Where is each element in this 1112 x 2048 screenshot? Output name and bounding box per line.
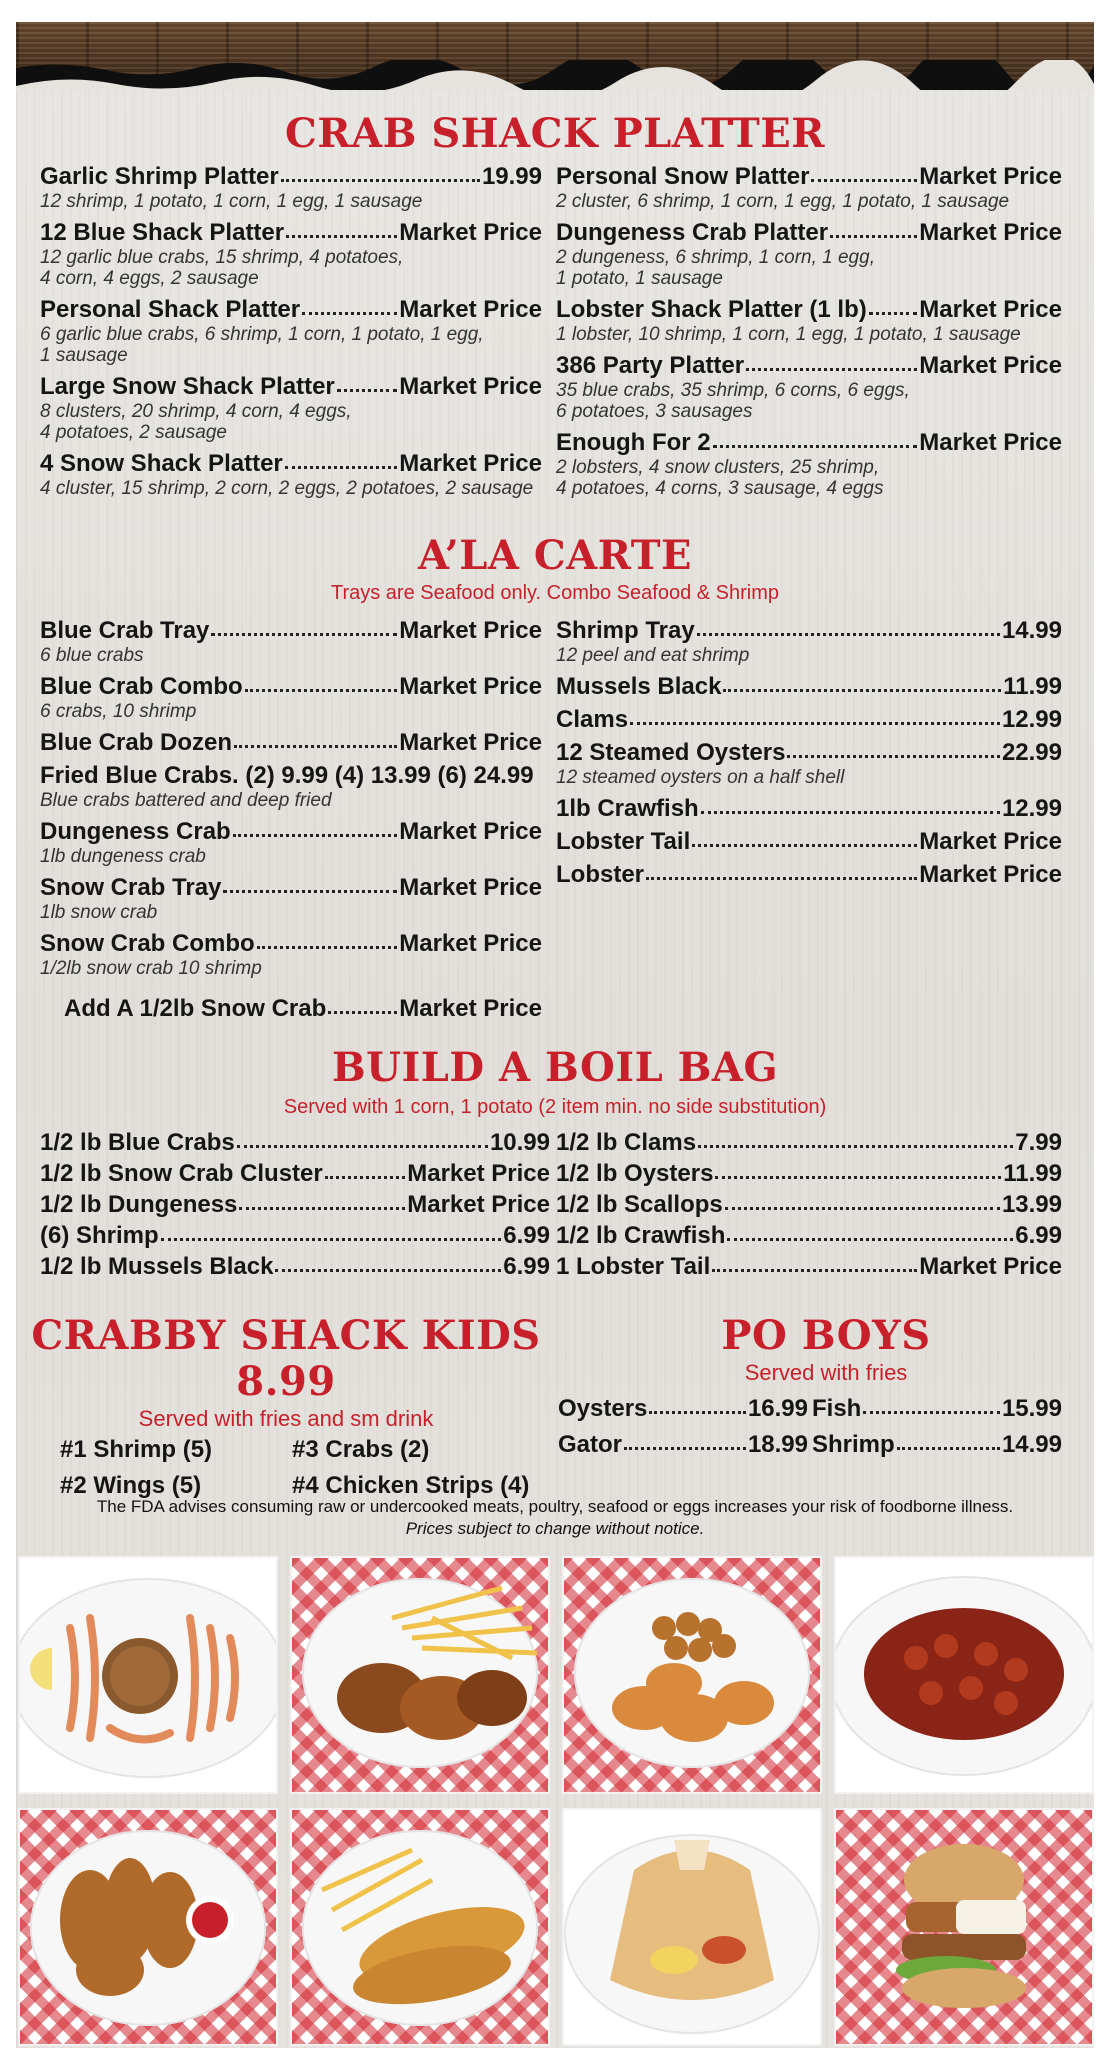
crab-cake-photo: [18, 1556, 278, 1794]
menu-item-name: Blue Crab Dozen: [40, 729, 233, 756]
menu-item: [40, 218, 542, 289]
menu-item-price: Market Price: [399, 673, 542, 700]
menu-item-description: 12 peel and eat shrimp: [556, 645, 750, 666]
dot-leader: [869, 312, 918, 315]
menu-item-price: 6.99: [1015, 1222, 1062, 1249]
a-la-carte-subtitle: Trays are Seafood only. Combo Seafood & Shrimp: [330, 582, 779, 604]
menu-item-description: 1 lobster, 10 shrimp, 1 corn, 1 egg, 1 potato, 1 sausage: [556, 324, 1021, 345]
menu-item-name: 1/2 lb Crawfish: [556, 1222, 726, 1249]
menu-item-price: Market Price: [919, 352, 1062, 379]
menu-item: [556, 738, 1062, 788]
menu-item-name: Mussels Black: [556, 673, 722, 700]
kids-item: #4 Chicken Strips (4): [292, 1472, 530, 1499]
dot-leader: [712, 1269, 917, 1272]
menu-item-price: Market Price: [919, 429, 1062, 456]
menu-item-description: 6 garlic blue crabs, 6 shrimp, 1 corn, 1 potato, 1 egg, 1 sausage: [40, 324, 484, 366]
po-boys-title: PO BOYS: [721, 1312, 931, 1359]
menu-item-name: Fried Blue Crabs. (2) 9.99 (4) 13.99 (6) 24.99: [40, 762, 534, 789]
menu-item: [40, 728, 542, 757]
menu-page: [16, 22, 1094, 2048]
dot-leader: [830, 235, 917, 238]
menu-item: [40, 616, 542, 666]
menu-item-name: 1/2 lb Snow Crab Cluster: [40, 1160, 323, 1187]
dot-leader: [701, 811, 1000, 814]
dot-leader: [281, 179, 480, 182]
menu-item-price: 19.99: [481, 163, 542, 190]
dot-leader: [692, 844, 917, 847]
menu-item-description: Blue crabs battered and deep fried: [40, 790, 332, 811]
menu-item-name: Blue Crab Tray: [40, 617, 210, 644]
menu-item-price: 11.99: [1003, 1160, 1062, 1187]
dot-leader: [239, 1207, 405, 1210]
menu-item-price: Market Price: [399, 874, 542, 901]
menu-item: [40, 1190, 550, 1219]
menu-item: [556, 1252, 1062, 1281]
menu-item: [40, 372, 542, 443]
menu-item-price: 10.99: [489, 1129, 550, 1156]
menu-item-name: Blue Crab Combo: [40, 673, 243, 700]
menu-item: [40, 761, 542, 811]
po-boy-price: 18.99: [747, 1431, 808, 1458]
menu-item-name: Clams: [556, 706, 629, 733]
menu-item-name: 4 Snow Shack Platter: [40, 450, 283, 477]
menu-item: [40, 1221, 550, 1250]
menu-item-name: Large Snow Shack Platter: [40, 373, 335, 400]
menu-item-price: Market Price: [919, 861, 1062, 888]
menu-item-price: 7.99: [1015, 1129, 1062, 1156]
menu-item-name: Lobster Shack Platter (1 lb): [556, 296, 867, 323]
menu-item-description: 2 lobsters, 4 snow clusters, 25 shrimp, 4 potatoes, 4 corns, 3 sausage, 4 eggs: [556, 457, 884, 499]
menu-item: [556, 1221, 1062, 1250]
menu-item-description: 2 cluster, 6 shrimp, 1 corn, 1 egg, 1 potato, 1 sausage: [556, 191, 1010, 212]
menu-item-price: Market Price: [399, 373, 542, 400]
menu-item-price: Market Price: [399, 930, 542, 957]
menu-item: [556, 1190, 1062, 1219]
menu-item-name: 1 Lobster Tail: [556, 1253, 711, 1280]
menu-item-price: 14.99: [1001, 617, 1062, 644]
menu-item-price: Market Price: [399, 818, 542, 845]
menu-item: [40, 1252, 550, 1281]
menu-item-name: Lobster Tail: [556, 828, 691, 855]
menu-item: [556, 794, 1062, 823]
boil-bag-left-column: [40, 1128, 550, 1283]
menu-item-description: 2 dungeness, 6 shrimp, 1 corn, 1 egg, 1 potato, 1 sausage: [556, 247, 875, 289]
menu-item-name: 12 Steamed Oysters: [556, 739, 786, 766]
po-boy-price: 16.99: [747, 1395, 808, 1422]
menu-item-price: 6.99: [503, 1253, 550, 1280]
menu-item: [40, 929, 542, 979]
menu-item-price: Market Price: [407, 1160, 550, 1187]
menu-item-name: 1/2 lb Blue Crabs: [40, 1129, 235, 1156]
crab-shack-platter-title: CRAB SHACK PLATTER: [285, 110, 825, 157]
menu-item: [556, 705, 1062, 734]
menu-item-description: 6 crabs, 10 shrimp: [40, 701, 197, 722]
po-boys-subtitle: Served with fries: [744, 1360, 908, 1385]
kids-price: 8.99: [236, 1358, 336, 1405]
menu-item-price: 22.99: [1001, 739, 1062, 766]
menu-item-price: Market Price: [399, 450, 542, 477]
boil-bag-subtitle: Served with 1 corn, 1 potato (2 item min. no side substitution): [283, 1096, 827, 1118]
menu-item-price: Market Price: [919, 296, 1062, 323]
kids-item: #1 Shrimp (5): [60, 1436, 213, 1463]
menu-item-name: (6) Shrimp: [40, 1222, 159, 1249]
menu-item: [556, 860, 1062, 889]
dot-leader: [325, 1176, 406, 1179]
po-boy-item-fish: [812, 1394, 1062, 1423]
dot-leader: [211, 633, 397, 636]
dot-leader: [725, 1207, 1000, 1210]
wood-header-banner: [16, 22, 1094, 90]
menu-item-name: 1lb Crawfish: [556, 795, 699, 822]
menu-item-name: Garlic Shrimp Platter: [40, 163, 279, 190]
dot-leader: [713, 445, 918, 448]
menu-item-price: Market Price: [399, 296, 542, 323]
menu-item-description: 1lb dungeness crab: [40, 846, 206, 867]
menu-item-price: Market Price: [407, 1191, 550, 1218]
po-boy-item-oysters: [558, 1394, 808, 1423]
menu-item-name: Personal Snow Platter: [556, 163, 810, 190]
price-notice: Prices subject to change without notice.: [405, 1519, 705, 1538]
fried-shrimp-basket-photo: [562, 1556, 822, 1794]
menu-item-price: 12.99: [1001, 795, 1062, 822]
menu-item-description: 35 blue crabs, 35 shrimp, 6 corns, 6 eggs, 6 potatoes, 3 sausages: [556, 380, 910, 422]
menu-item-description: 6 blue crabs: [40, 645, 144, 666]
dot-leader: [746, 368, 917, 371]
po-boy-item-shrimp: [812, 1430, 1062, 1459]
menu-item-name: Shrimp Tray: [556, 617, 695, 644]
po-boy-name: Shrimp: [812, 1431, 895, 1458]
dot-leader: [811, 179, 917, 182]
menu-item: [40, 672, 542, 722]
menu-item-description: 1lb snow crab: [40, 902, 158, 923]
menu-item: [556, 672, 1062, 701]
dot-leader: [337, 389, 397, 392]
menu-item-name: Lobster: [556, 861, 645, 888]
menu-item: [40, 1159, 550, 1188]
menu-item: [40, 449, 542, 499]
menu-item-price: Market Price: [399, 219, 542, 246]
menu-item-name: Dungeness Crab: [40, 818, 231, 845]
seafood-boil-bag-photo: [562, 1808, 822, 2046]
dot-leader: [234, 745, 397, 748]
menu-item: [556, 616, 1062, 666]
dot-leader: [630, 722, 1000, 725]
menu-item: [556, 351, 1062, 422]
dot-leader: [723, 689, 1001, 692]
dot-leader: [286, 235, 397, 238]
wings-basket-photo: [290, 1556, 550, 1794]
fda-notice: The FDA advises consuming raw or undercooked meats, poultry, seafood or eggs increases your risk of foodborne illness.: [96, 1497, 1014, 1516]
menu-item-description: 12 shrimp, 1 potato, 1 corn, 1 egg, 1 sausage: [40, 191, 423, 212]
dot-leader: [715, 1176, 1001, 1179]
kids-item: #3 Crabs (2): [292, 1436, 430, 1463]
menu-item-name: Dungeness Crab Platter: [556, 219, 829, 246]
a-la-carte-left-column: [40, 616, 542, 985]
kids-title: CRABBY SHACK KIDS: [31, 1312, 541, 1359]
po-boy-name: Oysters: [558, 1395, 648, 1422]
menu-item: [556, 428, 1062, 499]
a-la-carte-title: A’LA CARTE: [418, 532, 692, 579]
menu-item-description: 1/2lb snow crab 10 shrimp: [40, 958, 262, 979]
menu-item-price: Market Price: [919, 828, 1062, 855]
menu-item-name: Snow Crab Tray: [40, 874, 222, 901]
menu-item-price: 11.99: [1003, 673, 1062, 700]
menu-item-price: 12.99: [1001, 706, 1062, 733]
fried-fish-basket-photo: [290, 1808, 550, 2046]
kids-item: #2 Wings (5): [60, 1472, 202, 1499]
dot-leader: [697, 633, 1000, 636]
menu-item-price: Market Price: [919, 163, 1062, 190]
add-snow-crab-row: [64, 994, 542, 1023]
menu-item: [40, 1128, 550, 1157]
menu-item-price: 6.99: [503, 1222, 550, 1249]
menu-item: [40, 817, 542, 867]
addon-price: Market Price: [399, 995, 542, 1022]
menu-item-name: Enough For 2: [556, 429, 711, 456]
menu-item-price: Market Price: [399, 617, 542, 644]
kids-subtitle: Served with fries and sm drink: [138, 1406, 434, 1431]
menu-item: [556, 1128, 1062, 1157]
menu-item-name: 12 Blue Shack Platter: [40, 219, 285, 246]
dot-leader: [257, 946, 398, 949]
po-boy-name: Gator: [558, 1431, 623, 1458]
menu-item: [40, 295, 542, 366]
menu-item-description: 8 clusters, 20 shrimp, 4 corn, 4 eggs, 4 potatoes, 2 sausage: [40, 401, 352, 443]
dot-leader: [275, 1269, 501, 1272]
menu-item-name: Personal Shack Platter: [40, 296, 301, 323]
dot-leader: [245, 689, 398, 692]
crawfish-plate-photo: [834, 1556, 1094, 1794]
menu-item-description: 4 cluster, 15 shrimp, 2 corn, 2 eggs, 2 potatoes, 2 sausage: [40, 478, 534, 499]
dot-leader: [302, 312, 397, 315]
menu-item-price: Market Price: [919, 219, 1062, 246]
menu-item-price: Market Price: [919, 1253, 1062, 1280]
po-boy-name: Fish: [812, 1395, 862, 1422]
menu-item-price: Market Price: [399, 729, 542, 756]
dot-leader: [161, 1238, 502, 1241]
dot-leader: [233, 834, 398, 837]
a-la-carte-right-column: [556, 616, 1062, 893]
fried-crab-basket-photo: [18, 1808, 278, 2046]
menu-item-name: Snow Crab Combo: [40, 930, 255, 957]
menu-item: [556, 295, 1062, 345]
menu-item: [40, 162, 542, 212]
boil-bag-right-column: [556, 1128, 1062, 1283]
po-boy-basket-photo: [834, 1808, 1094, 2046]
dot-leader: [787, 755, 999, 758]
menu-item-description: 12 steamed oysters on a half shell: [556, 767, 845, 788]
menu-item-name: 1/2 lb Mussels Black: [40, 1253, 274, 1280]
menu-item-description: 12 garlic blue crabs, 15 shrimp, 4 potatoes, 4 corn, 4 eggs, 2 sausage: [40, 247, 404, 289]
menu-item-name: 1/2 lb Clams: [556, 1129, 697, 1156]
po-boy-price: 15.99: [1001, 1395, 1062, 1422]
menu-item: [556, 218, 1062, 289]
menu-item-name: 1/2 lb Oysters: [556, 1160, 714, 1187]
dot-leader: [223, 890, 397, 893]
menu-item-name: 1/2 lb Scallops: [556, 1191, 723, 1218]
dot-leader: [727, 1238, 1013, 1241]
platter-left-column: [40, 162, 542, 505]
menu-item: [556, 1159, 1062, 1188]
boil-bag-title: BUILD A BOIL BAG: [331, 1044, 779, 1091]
po-boy-item-gator: [558, 1430, 808, 1459]
platter-right-column: [556, 162, 1062, 505]
dot-leader: [698, 1145, 1013, 1148]
menu-item-name: 1/2 lb Dungeness: [40, 1191, 238, 1218]
po-boy-price: 14.99: [1001, 1431, 1062, 1458]
addon-name: Add A 1/2lb Snow Crab: [64, 995, 327, 1022]
menu-item: [40, 873, 542, 923]
dot-leader: [646, 877, 917, 880]
menu-item-price: 13.99: [1001, 1191, 1062, 1218]
menu-item: [556, 827, 1062, 856]
menu-item-name: 386 Party Platter: [556, 352, 745, 379]
menu-item: [556, 162, 1062, 212]
dot-leader: [285, 466, 397, 469]
dot-leader: [237, 1145, 488, 1148]
